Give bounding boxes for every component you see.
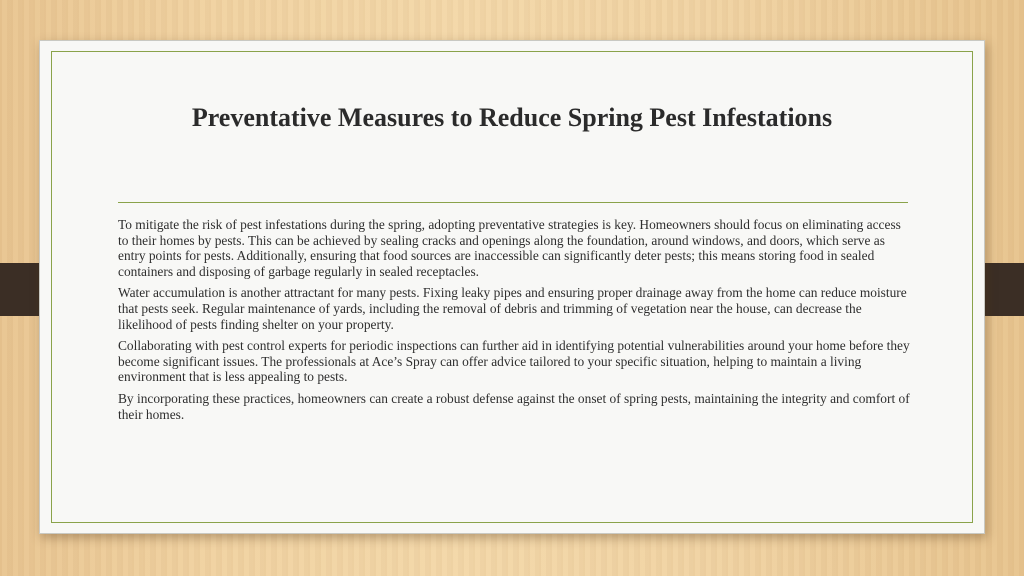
slide-title: Preventative Measures to Reduce Spring Pest Infestations xyxy=(191,103,833,132)
paragraph-1: To mitigate the risk of pest infestations during the spring, adopting preventative strategies is key. Homeowners should focus on eliminating access to their homes by pests. This can be achieved by sealing cracks and openings along the foundation, around windows, and doors, which serve as entry points for pests. Additionally, ensuring that food sources are inaccessible can significantly deter pests; this means storing food in sealed containers and disposing of garbage regularly in sealed receptacles. xyxy=(118,217,901,279)
paragraph-2: Water accumulation is another attractant for many pests. Fixing leaky pipes and ensuring proper drainage away from the home can reduce moisture that pests seek. Regular maintenance of yards, including the removal of debris and trimming of vegetation near the house, can decrease the likelihood of pests finding shelter on your property. xyxy=(118,285,907,332)
slide-card xyxy=(39,40,985,534)
paragraph-3: Collaborating with pest control experts for periodic inspections can further aid in identifying potential vulnerabilities around your home before they become significant issues. The professionals at Ace’s Spray can offer advice tailored to your specific situation, helping to maintain a living environment that is less appealing to pests. xyxy=(118,338,910,385)
slide-body xyxy=(118,217,910,428)
title-divider xyxy=(118,202,908,203)
paragraph-4: By incorporating these practices, homeowners can create a robust defense against the onset of spring pests, maintaining the integrity and comfort of their homes. xyxy=(118,390,910,422)
